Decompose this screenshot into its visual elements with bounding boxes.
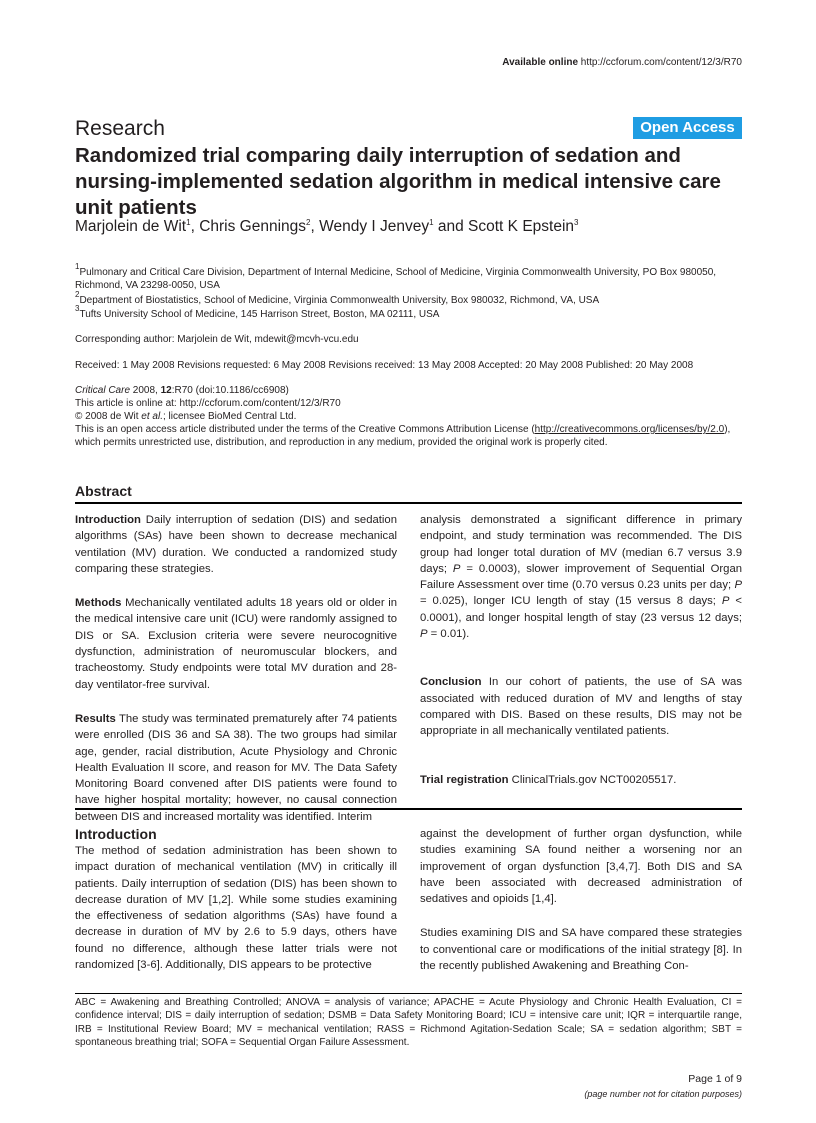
author-name: Marjolein de Wit xyxy=(75,218,187,235)
publication-dates: Received: 1 May 2008 Revisions requested: 6 May 2008 Revisions received: 13 May 2008 Accepted: 20 May 2008 Published: 20 May 2008 xyxy=(75,360,694,371)
abstract-results-continued: analysis demonstrated a significant difference in primary endpoint, and study termination was recommended. The DIS group had longer total duration of MV (median 6.7 versus 3.9 days; P = 0.0003), slower improvement of Sequential Organ Failure Assessment over time (0.70 versus 0.23 units per day; P = 0.025), longer ICU length of stay (15 versus 8 days; P < 0.0001), and longer hospital length of stay (23 versus 12 days; P = 0.01). xyxy=(420,514,743,641)
abstract-methods: Methods Mechanically ventilated adults 18 years old or older in the medical intensive care unit (ICU) were randomly assigned to DIS or SA. Exclusion criteria were severe neurocognitive dysfunction, administration of neuromuscular blockers, and tracheostomy. Study endpoints were total MV duration and 28-day ventilator-free survival. xyxy=(75,597,397,691)
affiliations xyxy=(75,262,745,323)
abstract-results: Results The study was terminated prematurely after 74 patients were enrolled (DIS 36 and SA 38). The two groups had similar age, gender, racial distribution, Acute Physiology and Chronic Health Evaluation II score, and reason for MV. The Data Safety Monitoring Board convened after DIS patients were found to have higher hospital mortality; however, no causal connection between DIS and increased mortality was identified. Interim xyxy=(75,712,397,823)
author-name: Wendy I Jenvey xyxy=(319,218,430,235)
article-url[interactable]: http://ccforum.com/content/12/3/R70 xyxy=(580,57,742,68)
copyright-line: © 2008 de Wit et al.; licensee BioMed Central Ltd. xyxy=(75,411,297,422)
author-affiliation-mark: 2 xyxy=(306,218,311,227)
introduction-heading: Introduction xyxy=(75,826,157,842)
available-label: Available online xyxy=(502,57,579,68)
article-type: Research xyxy=(75,117,165,140)
citation-block xyxy=(75,384,745,449)
introduction-right-column xyxy=(420,826,742,992)
affiliation: $^1$Pulmonary and Critical Care Division, Department of Internal Medicine, School of Medicine, Virginia Commonwealth University, PO Box 980050, Richmond, VA 23298-0050, USA xyxy=(75,262,717,291)
license-text: This is an open access article distributed under the terms of the Creative Commons Attribution License (http://creativecommons.org/licenses/by/2.0), which permits unrestricted use, distribution, and reproduction in any medium, provided the original work is properly cited. xyxy=(75,424,731,448)
corresponding-author: Corresponding author: Marjolein de Wit, mdewit@mcvh-vcu.edu xyxy=(75,334,359,345)
author-affiliation-mark: 1 xyxy=(186,218,191,227)
citation-line: Critical Care 2008, 12:R70 (doi:10.1186/cc6908) xyxy=(75,385,289,396)
abbreviations-footnote: ABC = Awakening and Breathing Controlled; ANOVA = analysis of variance; APACHE = Acute Physiology and Chronic Health Evaluation, CI = confidence interval; DIS = daily interruption of sedation; DSMB = Data Safety Monitoring Board; ICU = intensive care unit; IQR = interquartile range, IRB = Institutional Review Board; MV = mechanical ventilation; RASS = Richmond Agitation-Sedation Scale; SA = sedation algorithm; SBT = spontaneous breathing trial; SOFA = Sequential Organ Failure Assessment. xyxy=(75,997,742,1049)
license-link[interactable]: http://creativecommons.org/licenses/by/2.0 xyxy=(534,424,725,435)
abstract-left-column xyxy=(75,512,397,843)
footnote-rule xyxy=(75,993,742,994)
open-access-badge: Open Access xyxy=(633,117,742,139)
abstract-trial-registration: Trial registration ClinicalTrials.gov NCT00205517. xyxy=(420,773,677,786)
abstract-introduction: Introduction Daily interruption of sedation (DIS) and sedation algorithms (SAs) have been shown to decrease mechanical ventilation (MV) duration. We conducted a randomized study comparing these strategies. xyxy=(75,514,397,575)
affiliation: $^3$Tufts University School of Medicine, 145 Harrison Street, Boston, MA 02111, USA xyxy=(75,304,440,320)
abstract-bottom-rule xyxy=(75,808,742,810)
page-number-note: (page number not for citation purposes) xyxy=(584,1089,742,1099)
article-title: Randomized trial comparing daily interruption of sedation and nursing-implemented sedation algorithm in medical intensive care unit patients xyxy=(75,144,721,219)
abstract-conclusion: Conclusion In our cohort of patients, the use of SA was associated with reduced duration of MV and lengths of stay compared with DIS. Based on these results, DIS may not be appropriate in all mechanically ventilated patients. xyxy=(420,676,742,738)
author-name: Chris Gennings xyxy=(199,218,307,235)
introduction-paragraph: The method of sedation administration has been shown to impact duration of mechanical ventilation (MV) in critically ill patients. Daily interruption of sedation (DIS) has been shown to decrease duration of MV [1,2]. While some studies examining the effectiveness of sedation algorithms (SAs) have found a decrease in duration of MV by 2.6 to 5.9 days, others have found no difference, although these latter trials were not randomized [3-6]. Additionally, DIS appears to be protective xyxy=(75,845,397,972)
introduction-left-column xyxy=(75,843,397,991)
introduction-paragraph: Studies examining DIS and SA have compared these strategies to conventional care or modifications of the initial strategy [8]. In the recently published Awakening and Breathing Con- xyxy=(420,927,742,973)
availability-line xyxy=(75,57,742,68)
page-number: Page 1 of 9 xyxy=(688,1073,742,1085)
affiliation: $^2$Department of Biostatistics, School of Medicine, Virginia Commonwealth University, Box 980032, Richmond, VA, USA xyxy=(75,289,600,306)
online-line: This article is online at: http://ccforum.com/content/12/3/R70 xyxy=(75,398,341,409)
author-affiliation-mark: 3 xyxy=(574,218,579,227)
abstract-top-rule xyxy=(75,502,742,504)
author-name: Scott K Epstein xyxy=(468,218,575,235)
author-affiliation-mark: 1 xyxy=(429,218,434,227)
abstract-right-column xyxy=(420,512,742,806)
author-list: Marjolein de Wit$^1$, Chris Gennings$^2$, Wendy I Jenvey$^1$ and Scott K Epstein$^3$ xyxy=(75,218,579,235)
introduction-paragraph: against the development of further organ dysfunction, while studies examining SA found neither a worsening nor an improvement of organ dysfunction [3,4,7]. Both DIS and SA have been associated with decreased administration of sedatives and opioids [1,4]. xyxy=(420,828,742,906)
abstract-heading: Abstract xyxy=(75,483,132,499)
